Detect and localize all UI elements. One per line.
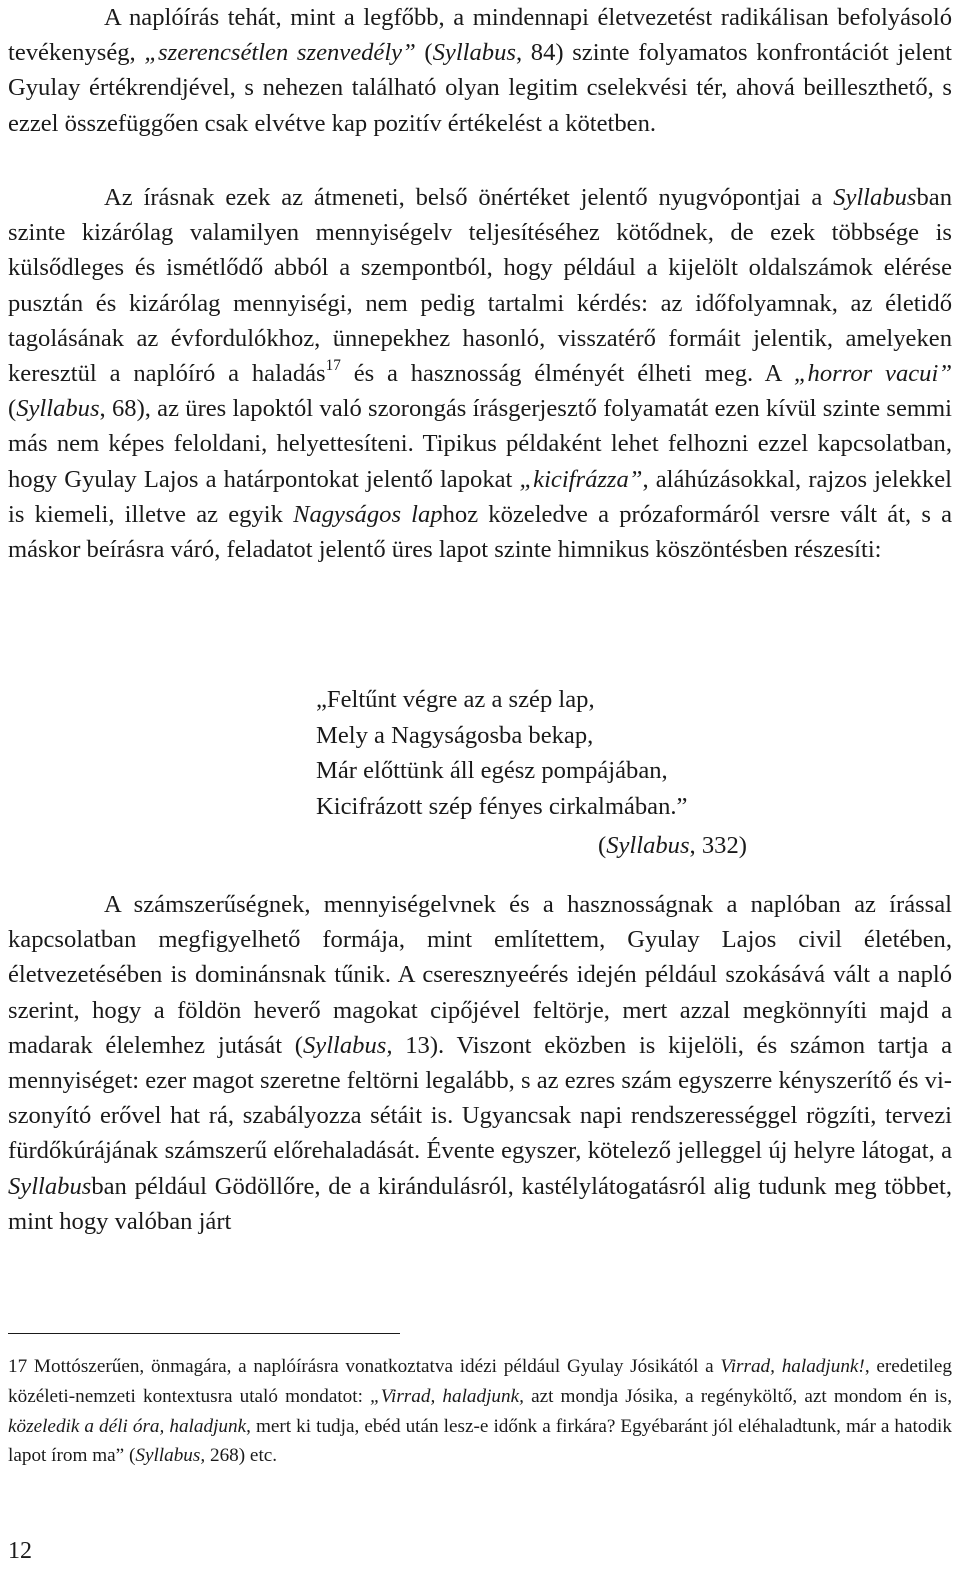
text-run: azt mondja Jósika, a regényköltő, azt mondom én is, (523, 1385, 952, 1407)
text-run: és a hasznosság élményét élheti meg. A (340, 360, 794, 388)
text-run: ban szinte kizárólag valamilyen mennyiségelv teljesítéséhez kötődnek, de ezek többsége is külsődleges és ismétlődő abból a szempontból, hogy például a kijelölt oldalszámok elérése pusztán és kizárólag mennyiségi, nem pedig tartalmi kérdés: az időfolyamnak, az életidő tagolásának az évfordulókhoz, ünnepekhez hasonló, visszatérő formáit jelentik, amelyeken keresztül a naplóíró a haladás (8, 184, 952, 388)
italic-title: Syllabus (16, 395, 100, 423)
italic-title: Syllabus, (135, 1445, 206, 1467)
footnote-17 (8, 1352, 952, 1471)
footnote-divider (8, 1333, 400, 1334)
text-run: hoz közeledve a prózaformáról versre vált át, s a máskor beírásra váró, feladatot jelentő üres lapot szinte himnikus köszöntésben részesíti: (8, 500, 953, 564)
italic-quote: Virrad, haladjunk! (720, 1356, 865, 1377)
text-run: , mert ki tudja, ebéd után lesz-e időnk a firkára? Egyébaránt jól eléhaladtunk, már a hatodik lapot írom ma” ( (8, 1415, 952, 1467)
text-run: , aláhúzásokkal, rajzos jelekkel is kiemeli, illetve az egyik (8, 465, 952, 528)
poem-line: Mely a Nagyságosba bekap, (316, 721, 594, 749)
text-run: , 332) (689, 832, 747, 860)
paragraph-3 (8, 887, 952, 1239)
footnote-reference[interactable]: 17 (325, 357, 341, 375)
poem-citation (316, 828, 836, 864)
italic-title: Nagyságos lap (293, 500, 443, 528)
text-run: 268) etc. (205, 1445, 278, 1467)
italic-quote: közeledik a déli óra, haladjunk (8, 1415, 247, 1437)
text-run: 13). Viszont eközben is kijelöli, és számon tartja a mennyiséget: ezer magot szeretne feltörni legalább, s az ezres szám egyszerre kényszerítő és viszonyító erővel hat rá, szabályozza sétáit is. Ugyancsak napi rendszerességgel rögzíti, tervezi fürdőkúrájának számszerű előrehaladását. Évente egyszer, kötelező jelleggel új helyre látogat, a (8, 1031, 952, 1165)
italic-quote: „kicifrázza” (519, 465, 643, 493)
text-run: ban például Gödöllőre, de a kirándulásról, kastélylátogatásról alig tudunk meg többet, mint hogy valóban járt (8, 1172, 952, 1235)
footnote-number: 17 (8, 1356, 28, 1377)
paragraph-1 (8, 0, 952, 141)
italic-title: Syllabus (432, 39, 516, 67)
poem-line: Kicifrázott szép fényes cirkalmában.” (316, 792, 688, 820)
text-run: Az írásnak ezek az átmeneti, belső önértéket jelentő nyugvópontjai a (104, 184, 834, 211)
paragraph-2 (8, 180, 952, 567)
text-run: , 84) szinte folyamatos konfrontációt jelent Gyulay értékrendjével, s nehezen található olyan legitim cselekvési tér, ahová beilleszthető, s ezzel összefüggően csak elvétve kap pozitív értékelést a kötetben. (8, 39, 952, 137)
text-run: , eredetileg közéleti-nemzeti kontextusra utaló mondatot: (8, 1356, 952, 1407)
italic-title: Syllabus (8, 1172, 92, 1200)
page-number: 12 (8, 1538, 32, 1564)
italic-title: Syllabus (606, 832, 690, 860)
text-run: ( (415, 39, 433, 67)
italic-quote: „szerencsétlen szenvedély” (144, 39, 416, 67)
poem-line: Már előttünk áll egész pompájában, (316, 757, 668, 785)
italic-quote: „Virrad, haladjunk, (370, 1385, 524, 1407)
text-run: A naplóírás tehát, mint a legfőbb, a mindennapi életvezetést radikálisan befolyásoló tevékenység, (8, 4, 952, 67)
italic-quote: „horror vacui” (793, 360, 952, 388)
text-run: ( (8, 395, 17, 423)
poem-block (316, 682, 836, 864)
text-run: Mottószerűen, önmagára, a naplóírásra vonatkoztatva idézi például Gyulay Jósikától a (27, 1356, 721, 1377)
text-run: ( (598, 832, 607, 860)
italic-title: Syllabus (833, 184, 917, 211)
text-run: , 68), az üres lapoktól való szorongás írásgerjesztő folyamatát ezen kívül szinte semmi más nem képes feloldani, helyettesíteni. Tipikus példaként lehet felhozni ezzel kapcsolatban, hogy Gyulay Lajos a határpontokat jelentő lapokat (8, 395, 952, 493)
italic-title: Syllabus, (302, 1031, 393, 1059)
text-run: A számszerűségnek, mennyiségelvnek és a hasznosságnak a naplóban az írással kapcsolatban megfigyelhető formája, mint említettem, Gyulay Lajos civil életében, életvezetésében is dominánsnak tűnik. A cseresznyeérés idején például szokásává vált a napló szerint, hogy a földön heverő magokat cipőjével feltörje, mert azzal megkönnyíti majd a madarak élelemhez jutását ( (8, 891, 952, 1059)
poem-line: „Feltűnt végre az a szép lap, (316, 686, 595, 713)
